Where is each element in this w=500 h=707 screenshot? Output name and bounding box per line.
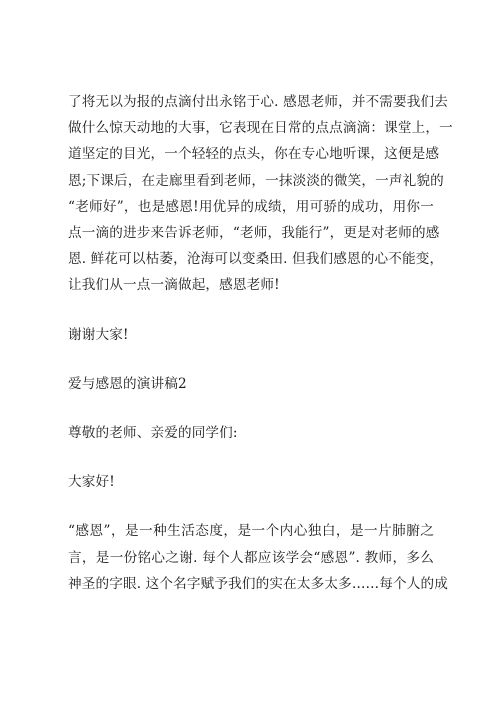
text-line: 让我们从一点一滴做起，感恩老师! <box>68 277 280 294</box>
text-line: 神圣的字眼. 这个名字赋予我们的实在太多太多……每个人的成 <box>68 575 449 592</box>
text-line: 道坚定的目光，一个轻轻的点头，你在专心地听课，这便是感 <box>68 146 440 163</box>
text-line: 了将无以为报的点滴付出永铭于心. 感恩老师，并不需要我们去 <box>68 94 449 110</box>
paragraph-gratitude-teacher <box>68 89 453 299</box>
text-line: 恩. 鲜花可以枯萎，沧海可以变桑田. 但我们感恩的心不能变， <box>68 251 444 268</box>
text-line: 大家好! <box>68 474 115 491</box>
text-line: “老师好”，也是感恩!用优异的成绩，用可骄的成功，用你一 <box>68 198 434 215</box>
text-line: 言，是一份铭心之谢. 每个人都应该学会“感恩”. 教师，多么 <box>68 549 434 566</box>
paragraph-salutation <box>68 420 434 446</box>
text-line: 谢谢大家! <box>68 326 129 343</box>
text-line: 恩;下课后，在走廊里看到老师，一抹淡淡的微笑，一声礼貌的 <box>68 172 444 189</box>
text-line: 爱与感恩的演讲稿2 <box>68 375 187 392</box>
section-title <box>68 371 434 397</box>
text-line: 尊敬的老师、亲爱的同学们: <box>68 425 238 442</box>
paragraph-thanks <box>68 322 434 348</box>
text-line: “感恩”，是一种生活态度，是一个内心独白，是一片肺腑之 <box>68 523 434 540</box>
text-line: 点一滴的进步来告诉老师，“老师，我能行”，更是对老师的感 <box>68 225 440 242</box>
paragraph-gratitude-definition <box>68 518 449 597</box>
document-body <box>68 89 453 597</box>
text-line: 做什么惊天动地的大事，它表现在日常的点点滴滴：课堂上，一 <box>68 120 453 137</box>
paragraph-greeting <box>68 469 434 495</box>
